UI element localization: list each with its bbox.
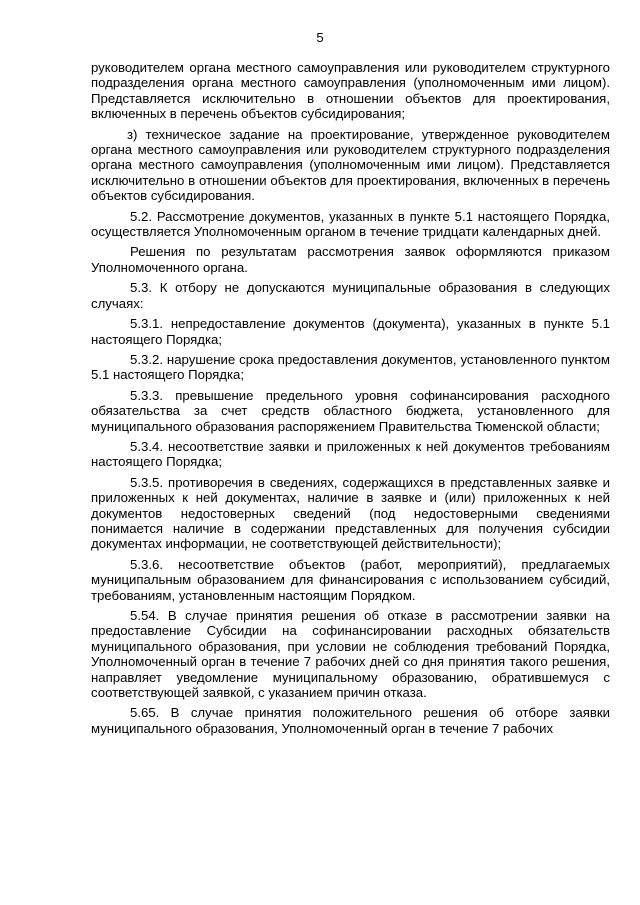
paragraph-5-3: 5.3. К отбору не допускаются муниципальные образования в следующих случаях: xyxy=(91,280,610,311)
paragraph-5-3-3: 5.3.3. превышение предельного уровня софинансирования расходного обязательства за счет средств областного бюджета, установленного для муниципального образования распоряжением Правительства Тюменской области; xyxy=(91,387,610,434)
paragraph-5-3-1: 5.3.1. непредоставление документов (документа), указанных в пункте 5.1 настоящего Порядка; xyxy=(91,316,610,347)
paragraph-5-65: 5.65. В случае принятия положительного решения об отборе заявки муниципального образования, Уполномоченный орган в течение 7 рабочих xyxy=(91,705,610,736)
page-number: 5 xyxy=(316,30,324,45)
document-body xyxy=(91,60,610,736)
paragraph-5-3-5: 5.3.5. противоречия в сведениях, содержащихся в представленных заявке и приложенных к ней документах, наличие в заявке и (или) приложенных к ней документов недостоверных сведений (под недостоверными сведениями понимается наличие в содержании представленных для получения субсидии документах информации, не соответствующей действительности); xyxy=(91,474,610,552)
paragraph-5-54: 5.54. В случае принятия решения об отказе в рассмотрении заявки на предоставление Субсидии на софинансировании расходных обязательств муниципального образования, при условии не соблюдения требований Порядка, Уполномоченный орган в течение 7 рабочих дней со дня принятия такого решения, направляет уведомление муниципальному образованию, обратившемуся с соответствующей заявкой, с указанием причин отказа. xyxy=(91,608,610,701)
paragraph-decisions: Решения по результатам рассмотрения заявок оформляются приказом Уполномоченного органа. xyxy=(91,244,610,275)
paragraph-5-3-4: 5.3.4. несоответствие заявки и приложенных к ней документов требованиям настоящего Порядка; xyxy=(91,438,610,470)
paragraph-item-z: з) техническое задание на проектирование, утвержденное руководителем органа местного самоуправления или руководителем структурного подразделения органа местного самоуправления (уполномоченным ими лицом). Представляется исключительно в отношении объектов для проектирования, включенных в перечень объектов субсидирования. xyxy=(91,126,610,204)
paragraph-5-3-6: 5.3.6. несоответствие объектов (работ, мероприятий), предлагаемых муниципальным образованием для финансирования с использованием субсидий, требованиям, установленным настоящим Порядком. xyxy=(91,556,610,603)
paragraph-5-2: 5.2. Рассмотрение документов, указанных в пункте 5.1 настоящего Порядка, осуществляется Уполномоченным органом в течение тридцати календарных дней. xyxy=(91,208,610,240)
paragraph-5-3-2: 5.3.2. нарушение срока предоставления документов, установленного пунктом 5.1 настоящего Порядка; xyxy=(91,351,610,383)
paragraph-continuation: руководителем органа местного самоуправления или руководителем структурного подразделения органа местного самоуправления (уполномоченным ими лицом). Представляется исключительно в отношении объектов для проектирования, включенных в перечень объектов субсидирования; xyxy=(91,60,610,122)
